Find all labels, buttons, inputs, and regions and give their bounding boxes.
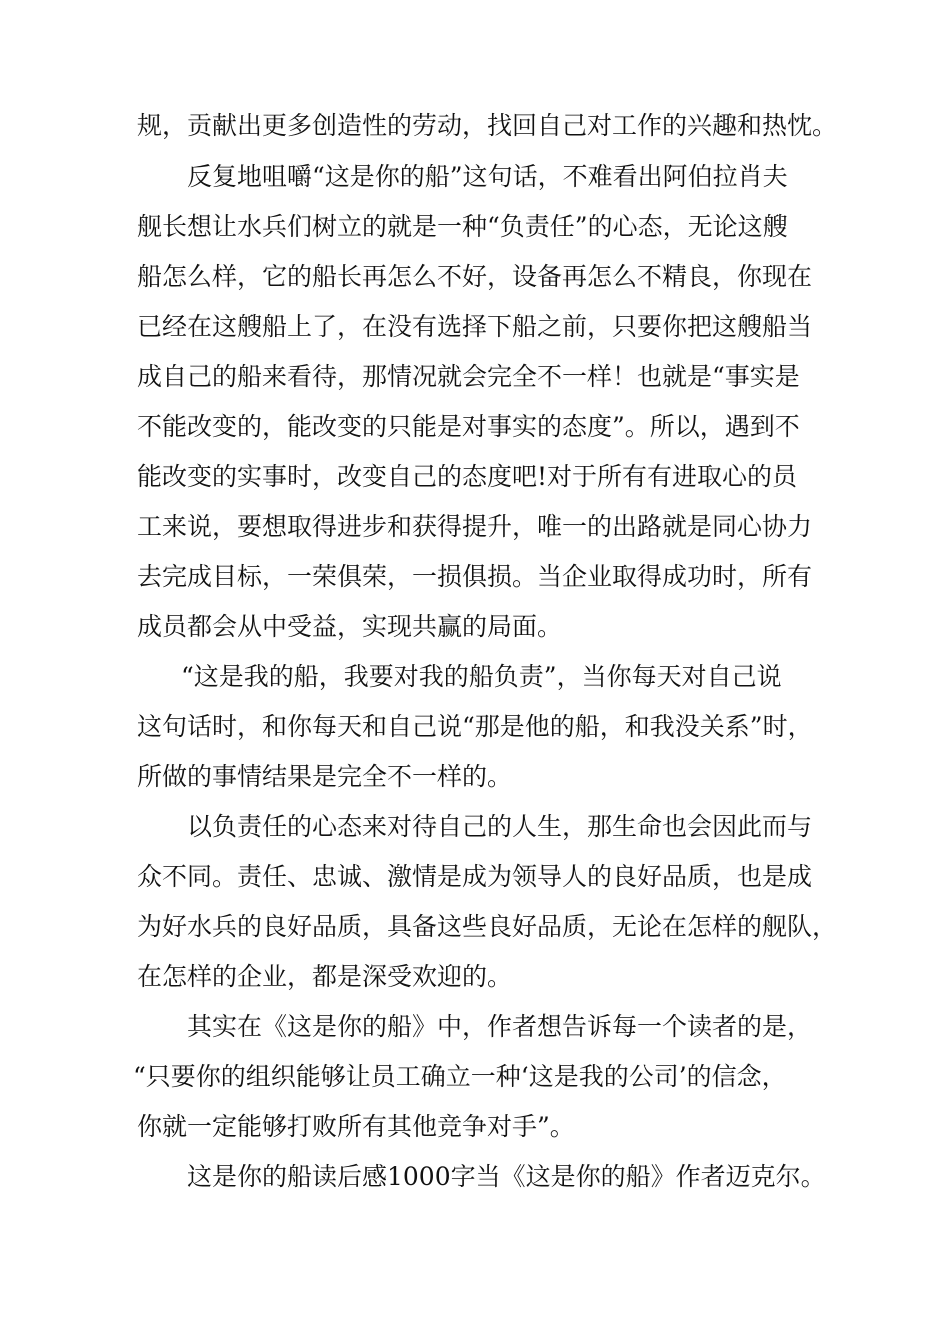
paragraph-line: 能改变的实事时，改变自己的态度吧!对于所有有进取心的员 (137, 462, 798, 491)
paragraph-line: 舰长想让水兵们树立的就是一种“负责任”的心态，无论这艘 (137, 212, 788, 241)
paragraph-line: 以负责任的心态来对待自己的人生，那生命也会因此而与 (187, 812, 813, 841)
paragraph-line: 成员都会从中受益，实现共赢的局面。 (137, 612, 563, 641)
paragraph-line: 这是你的船读后感1000字当《这是你的船》作者迈克尔。 (187, 1162, 826, 1191)
paragraph-line: 船怎么样，它的船长再怎么不好，设备再怎么不精良，你现在 (137, 262, 813, 291)
paragraph-line: “只要你的组织能够让员工确立一种‘这是我的公司’的信念， (133, 1062, 787, 1091)
paragraph-line: 反复地咀嚼“这是你的船”这句话，不难看出阿伯拉肖夫 (187, 162, 788, 191)
paragraph-line: 这句话时，和你每天和自己说“那是他的船，和我没关系”时， (137, 712, 813, 741)
paragraph-line: 所做的事情结果是完全不一样的。 (137, 762, 513, 791)
paragraph-line: 其实在《这是你的船》中，作者想告诉每一个读者的是， (187, 1012, 813, 1041)
paragraph-line: “这是我的船，我要对我的船负责”，当你每天对自己说 (181, 662, 782, 691)
paragraph-line: 去完成目标，一荣俱荣，一损俱损。当企业取得成功时，所有 (137, 562, 813, 591)
paragraph-line: 规，贡献出更多创造性的劳动，找回自己对工作的兴趣和热忱。 (137, 111, 838, 140)
paragraph-line: 为好水兵的良好品质，具备这些良好品质，无论在怎样的舰队， (137, 912, 838, 941)
paragraph-line: 你就一定能够打败所有其他竞争对手”。 (137, 1112, 575, 1141)
paragraph-line: 众不同。责任、忠诚、激情是成为领导人的良好品质，也是成 (137, 862, 813, 891)
paragraph-line: 不能改变的，能改变的只能是对事实的态度”。所以，遇到不 (137, 412, 800, 441)
paragraph-line: 已经在这艘船上了，在没有选择下船之前，只要你把这艘船当 (137, 312, 813, 341)
paragraph-line: 工来说，要想取得进步和获得提升，唯一的出路就是同心协力 (137, 512, 813, 541)
paragraph-line: 在怎样的企业，都是深受欢迎的。 (137, 962, 513, 991)
paragraph-line: 成自己的船来看待，那情况就会完全不一样！也就是“事实是 (137, 362, 800, 391)
